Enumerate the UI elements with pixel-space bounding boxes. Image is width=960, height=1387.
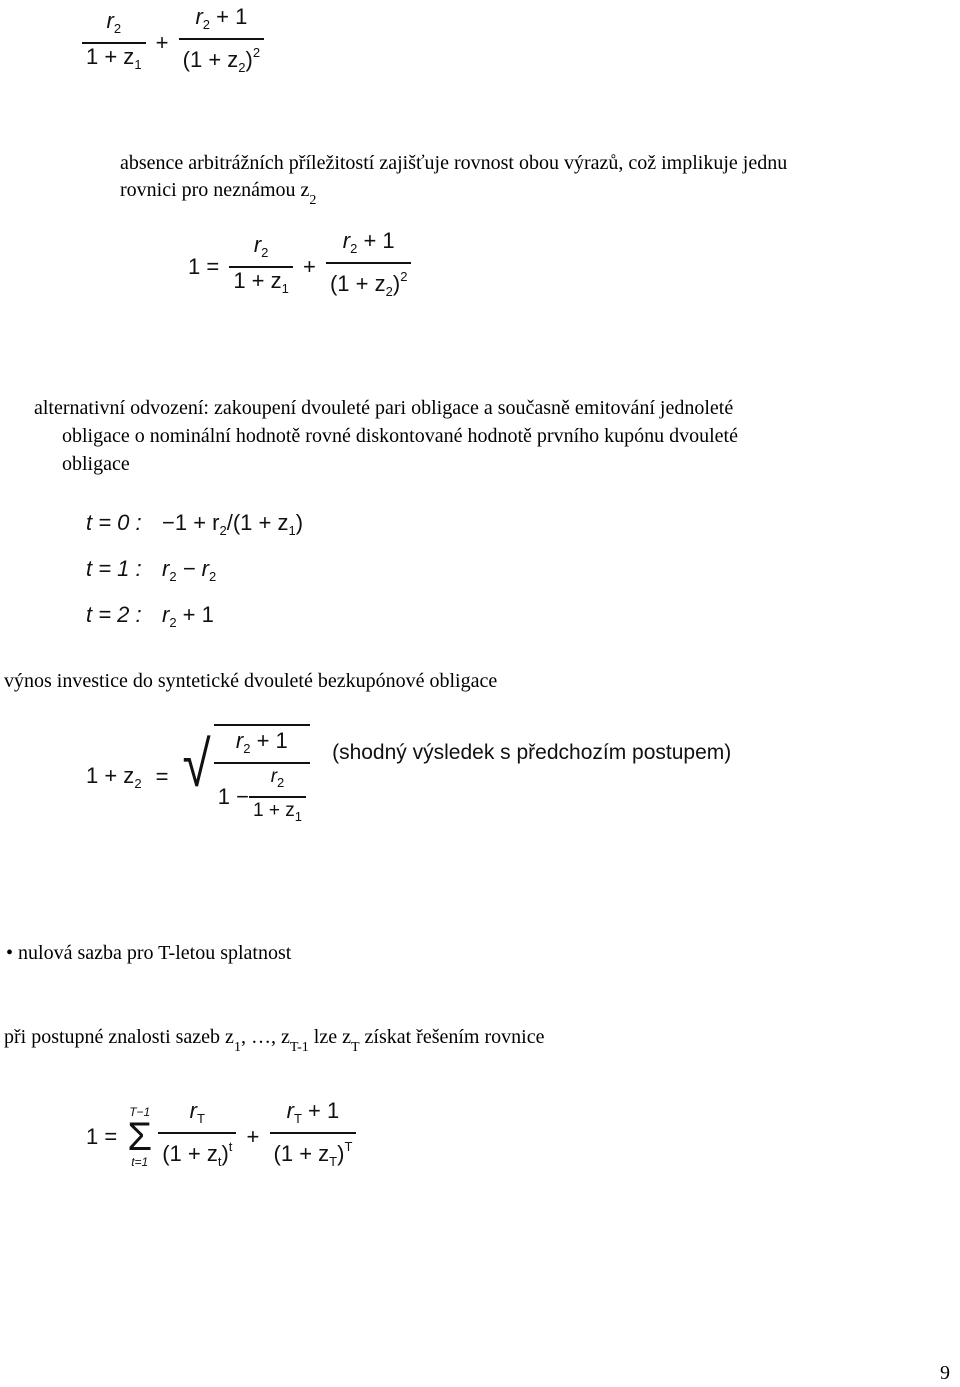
paragraph-line: obligace: [62, 453, 130, 475]
denominator-close: ): [221, 1141, 229, 1166]
radicand: [214, 724, 310, 830]
denominator-sub: 1: [281, 280, 289, 296]
cashflow-sub: 2: [169, 615, 177, 630]
subscript: 2: [309, 193, 317, 208]
denominator: 1 + z: [86, 43, 135, 69]
numerator: r: [342, 228, 351, 253]
line-text: rovnici pro neznámou z: [120, 179, 310, 201]
cashflow-label: t = 1 :: [86, 556, 142, 581]
denominator-sub: 1: [294, 809, 302, 824]
subscript: T: [350, 1040, 360, 1055]
formula-top: [82, 4, 264, 81]
paragraph-yield: [4, 668, 497, 695]
numerator: r: [253, 231, 262, 257]
paragraph-line: [120, 177, 787, 214]
numerator-sub: 2: [350, 241, 358, 256]
cashflow-row-t2: [86, 596, 303, 642]
fraction-r2plus1-over-1plusz2-squared: [179, 4, 264, 81]
numerator: r: [270, 766, 278, 787]
plus-sign: +: [155, 29, 169, 55]
subscript: 1: [233, 1040, 241, 1055]
denominator-sub: 1: [134, 56, 142, 72]
page-number: 9: [940, 1362, 950, 1384]
text: lze z: [308, 1026, 351, 1048]
denominator: (1 + z: [329, 271, 386, 296]
numerator-sub: T: [196, 1111, 205, 1126]
numerator-tail: + 1: [210, 4, 248, 29]
yield-lhs: [86, 763, 142, 791]
paragraph-line: alternativní odvození: zakoupení dvouleté pari obligace a současně emitování jednoleté: [34, 397, 734, 419]
paragraph-sequential: [4, 1024, 544, 1061]
denominator: (1 + z: [162, 1141, 218, 1166]
numerator: r: [286, 1098, 294, 1123]
text: při postupné znalosti sazeb z: [4, 1026, 234, 1048]
numerator-tail: + 1: [357, 228, 395, 253]
denominator-sub: T: [329, 1154, 338, 1169]
square-root: [179, 724, 310, 830]
formula-note: (shodný výsledek s předchozím postupem): [332, 741, 732, 764]
plus-sign: +: [246, 1123, 260, 1149]
paragraph-alternative: [34, 394, 738, 478]
text: , …, z: [240, 1026, 290, 1048]
denominator-sub: 2: [385, 284, 393, 299]
numerator: r: [195, 4, 203, 29]
denominator: 1 + z: [252, 800, 295, 821]
paragraph-line: obligace o nominální hodnotě rovné diskontované hodnotě prvního kupónu dvouleté: [62, 425, 738, 447]
cashflow-table: [86, 504, 303, 642]
numerator-sub: 2: [261, 244, 269, 260]
fraction-r2plus1-over-1plusz2-squared: [326, 228, 411, 305]
denominator: 1 + z: [233, 267, 282, 293]
numerator-tail: + 1: [301, 1098, 340, 1123]
numerator-sub: T: [293, 1111, 302, 1126]
fraction-inner: [249, 764, 306, 830]
subscript: T-1: [289, 1040, 309, 1055]
one-minus: 1 −: [217, 784, 249, 809]
bullet-icon: •: [6, 942, 14, 964]
fraction-r2-over-1plusz1: [229, 232, 293, 302]
bullet-text: nulová sazba pro T-letou splatnost: [18, 942, 292, 964]
numerator-sub: 2: [113, 20, 122, 36]
summation: [127, 1106, 152, 1168]
cashflow-label: t = 2 :: [86, 602, 142, 627]
sum-lower-limit: t=1: [131, 1154, 149, 1169]
paragraph-line: výnos investice do syntetické dvouleté bezkupónové obligace: [4, 670, 498, 692]
cashflow-expr: + 1: [176, 602, 214, 627]
cashflow-row-t0: [86, 504, 303, 550]
fraction-rT-over-1pluszt-t: [158, 1098, 236, 1175]
cashflow-expr: −1 + r: [162, 510, 220, 535]
cashflow-row-t1: [86, 550, 303, 596]
denominator: (1 + z: [182, 47, 239, 72]
equals-sign: =: [155, 764, 169, 789]
denominator-close: ): [392, 271, 401, 296]
cashflow-label: t = 0 :: [86, 510, 142, 535]
text: získat řešením rovnice: [359, 1026, 545, 1048]
cashflow-sub: 2: [169, 569, 177, 584]
radical-sign: √: [182, 728, 211, 800]
sum-upper-limit: T−1: [129, 1104, 151, 1119]
denominator-sub: 2: [238, 60, 246, 75]
cashflow-expr: ): [295, 510, 304, 535]
numerator-sub: 2: [277, 775, 285, 790]
formula-sum: [82, 1098, 356, 1175]
paragraph-arbitrage: [120, 150, 787, 214]
numerator: r: [235, 728, 244, 753]
equation-lhs: 1 =: [86, 1123, 118, 1149]
paragraph-line: absence arbitrážních příležitostí zajišťuje rovnost obou výrazů, což implikuje jednu: [120, 152, 788, 174]
denominator-sup: T: [344, 1139, 353, 1154]
fraction-rTplus1-over-1pluszT-T: [270, 1098, 357, 1175]
numerator-tail: + 1: [250, 728, 288, 753]
plus-sign: +: [303, 253, 316, 279]
sigma-icon: Σ: [127, 1114, 153, 1159]
denominator-sup: t: [228, 1139, 233, 1154]
cashflow-sub: 1: [288, 523, 296, 538]
cashflow-sub: 2: [208, 569, 217, 584]
cashflow-expr: − r: [176, 556, 209, 581]
formula-yield-sqrt: [82, 724, 731, 830]
cashflow-sub: 2: [219, 523, 227, 538]
equation-lhs: 1 =: [188, 253, 220, 279]
denominator-close: ): [337, 1141, 345, 1166]
denominator-close: ): [245, 47, 253, 72]
cashflow-expr: /(1 + z: [226, 510, 289, 535]
denominator-sup: 2: [252, 45, 261, 60]
denominator: (1 + z: [273, 1141, 330, 1166]
lhs-text: 1 + z: [86, 763, 135, 788]
fraction-r2-over-1plusz1: [82, 8, 146, 78]
denominator-sup: 2: [400, 269, 408, 284]
fraction-outer: [214, 728, 310, 830]
numerator: r: [189, 1098, 197, 1123]
numerator: r: [106, 7, 114, 33]
numerator-sub: 2: [243, 741, 251, 756]
denominator-sub: t: [217, 1154, 222, 1169]
formula-equation-z2: [184, 228, 411, 305]
numerator-sub: 2: [202, 17, 210, 32]
cashflow-expr: r: [162, 602, 170, 627]
lhs-sub: 2: [134, 776, 142, 791]
bullet-item: [6, 940, 291, 967]
cashflow-expr: r: [162, 556, 170, 581]
